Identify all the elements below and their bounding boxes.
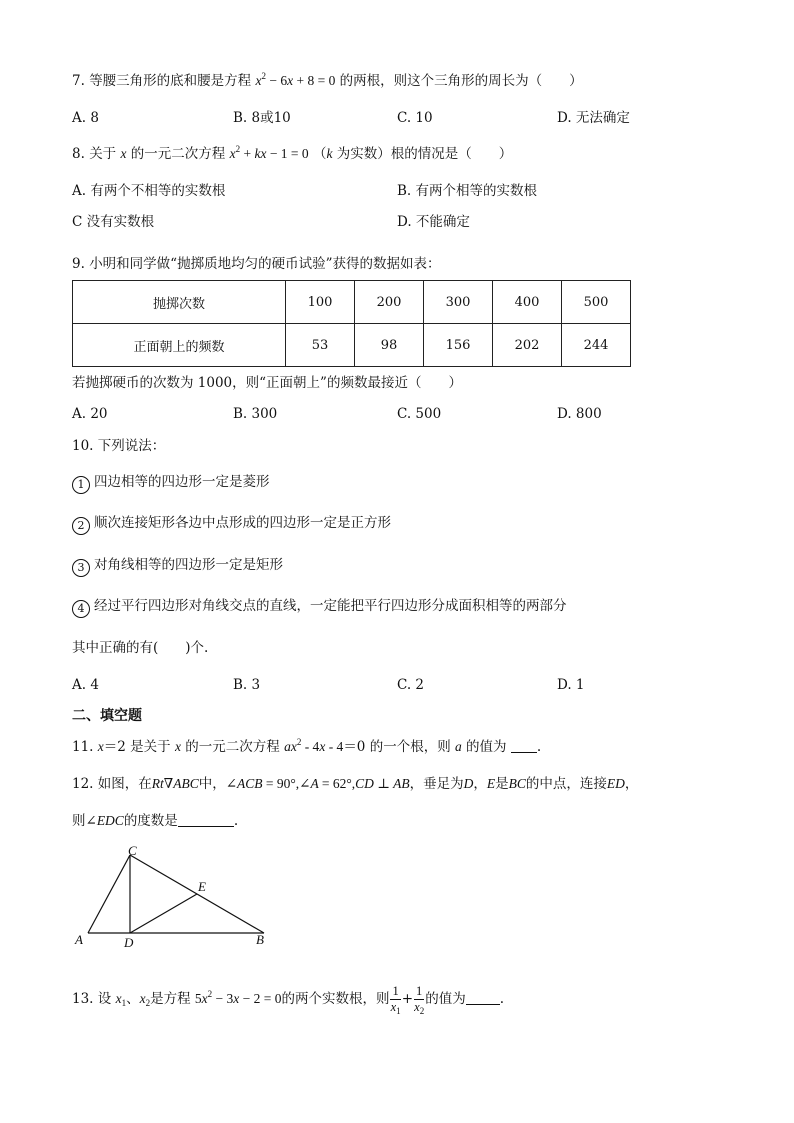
table-row [73, 324, 631, 367]
question-number: 7. [72, 73, 85, 89]
section-heading: 二、填空题 [72, 708, 142, 724]
statement-text: 顺次连接矩形各边中点形成的四边形一定是正方形 [94, 515, 391, 531]
option-b: B. 8或10 [233, 110, 291, 126]
statement-text: 四边相等的四边形一定是菱形 [94, 474, 270, 490]
answer-blank[interactable] [511, 738, 537, 753]
option-d: D. 不能确定 [397, 214, 470, 230]
option-a: A. 4 [72, 677, 99, 693]
question-text: 的一元二次方程 [130, 146, 226, 162]
triangle-name: Rt∇ABC [151, 776, 199, 791]
statement-text: 经过平行四边形对角线交点的直线，一定能把平行四边形分成面积相等的两部分 [94, 598, 567, 614]
equation: $x^2 - 6x + 8 = 0$ [255, 71, 336, 88]
option-b: B. 300 [233, 406, 278, 422]
table-cell: 300 [424, 281, 493, 324]
statement-1 [72, 473, 270, 494]
table-cell: 53 [286, 324, 355, 367]
label-c: C [128, 843, 137, 858]
statement-3 [72, 556, 283, 577]
table-header-cell: 抛掷次数 [73, 281, 286, 324]
circled-number: 4 [72, 600, 90, 618]
table-cell: 98 [355, 324, 424, 367]
fraction-1-over-x2: $\frac{1}{x_2}$ [414, 984, 425, 1016]
question-9-followup: 若抛掷硬币的次数为 1000，则“正面朝上”的频数最接近（ ） [72, 375, 462, 391]
question-text: 的两个实数根，则 [281, 991, 390, 1007]
question-text: ＝2 是关于 [103, 739, 171, 755]
table-cell: 500 [562, 281, 631, 324]
option-c: C 没有实数根 [72, 214, 155, 230]
question-text: 中， [198, 776, 226, 792]
question-text: ＝0 的一个根，则 [343, 739, 451, 755]
answer-blank[interactable] [178, 812, 234, 827]
circled-number: 1 [72, 476, 90, 494]
question-12 [72, 775, 638, 793]
circled-number: 2 [72, 517, 90, 535]
table-row [73, 281, 631, 324]
triangle-figure [70, 843, 290, 953]
option-a: A. 有两个不相等的实数根 [72, 183, 226, 199]
variable: BC [508, 776, 526, 791]
question-number: 12. [72, 776, 94, 792]
variable: x [97, 739, 104, 754]
question-text: 的中点，连接 [525, 776, 607, 792]
label-a: A [75, 932, 83, 947]
circled-number: 3 [72, 559, 90, 577]
question-10-prompt: 其中正确的有( )个. [72, 640, 209, 656]
table-cell: 156 [424, 324, 493, 367]
variable: E [486, 776, 496, 791]
question-number: 9. [72, 256, 85, 272]
angle: ∠EDC [85, 813, 124, 828]
question-text: ， [624, 776, 639, 792]
question-text: ， [473, 776, 487, 792]
root-x1: $x_1$ [115, 991, 127, 1008]
variable: x [174, 739, 181, 754]
question-9 [72, 255, 441, 273]
variable: x [120, 146, 127, 161]
option-b: B. 3 [233, 677, 261, 693]
question-text: （ [312, 146, 327, 162]
question-text: 下列说法： [97, 438, 166, 454]
question-text: 的两根，则这个三角形的周长为（ ） [339, 73, 583, 89]
question-13: 13. 设 $x_1$、$x_2$是方程 $5x^2 - 3x - 2 = 0$的两个实数根，则 $\frac{1}{x_1}$ + $\frac{1}{x_2}$ 的值为 . [72, 984, 505, 1016]
question-8 [72, 145, 512, 163]
frequency-table [72, 280, 631, 367]
table-cell: 100 [286, 281, 355, 324]
question-11: 11. x＝2 是关于 x 的一元二次方程 $ax^2 - 4x - 4=0$ 的一个根，则 a 的值为 . [72, 737, 542, 755]
variable: ED [606, 776, 625, 791]
statement-2 [72, 514, 391, 535]
variable: a [455, 739, 462, 754]
question-text: 等腰三角形的底和腰是方程 [89, 73, 252, 89]
question-text: 为实数）根的情况是（ ） [336, 146, 513, 162]
question-number: 10. [72, 438, 94, 454]
segment-de [130, 894, 197, 933]
statement-4 [72, 597, 567, 618]
table-cell: 202 [493, 324, 562, 367]
option-a: A. 8 [72, 110, 99, 126]
variable: D [463, 776, 474, 791]
option-d: D. 1 [557, 677, 585, 693]
question-text: 设 [97, 991, 112, 1007]
table-cell: 400 [493, 281, 562, 324]
label-d: D [124, 935, 134, 950]
option-d: D. 无法确定 [557, 110, 630, 126]
root-x2: $x_2$ [139, 991, 151, 1008]
question-10 [72, 437, 165, 455]
statement-text: 对角线相等的四边形一定是矩形 [94, 557, 283, 573]
fraction-1-over-x1: $\frac{1}{x_1}$ [390, 984, 401, 1016]
question-text: 小明和同学做“抛掷质地均匀的硬币试验”获得的数据如表： [89, 256, 441, 272]
question-text: 的值为 [425, 991, 466, 1007]
question-12-line2: 则∠EDC的度数是 . [72, 813, 239, 829]
question-text: 的值为 [466, 739, 507, 755]
question-text: 是 [495, 776, 509, 792]
option-b: B. 有两个相等的实数根 [397, 183, 538, 199]
question-text: 关于 [89, 146, 117, 162]
option-c: C. 500 [397, 406, 442, 422]
segment-ac [88, 855, 130, 933]
question-text: 如图，在 [97, 776, 152, 792]
table-cell: 200 [355, 281, 424, 324]
equation: $x^2$ + kx − 1 = 0 [229, 144, 309, 161]
question-text: 则 [72, 813, 86, 829]
option-c: C. 10 [397, 110, 433, 126]
question-text: ，垂足为 [409, 776, 464, 792]
question-number: 13. [72, 991, 94, 1007]
question-text: 是方程 [150, 991, 191, 1007]
equation: $5x^2 - 3x - 2 = 0$ [194, 989, 282, 1006]
label-b: B [256, 932, 264, 947]
question-number: 8. [72, 146, 85, 162]
label-e: E [198, 879, 206, 894]
question-text: 的度数是 [123, 813, 178, 829]
question-number: 11. [72, 739, 94, 755]
equation: $ax^2 - 4x - 4$ [284, 737, 344, 754]
option-d: D. 800 [557, 406, 602, 422]
angle-conditions: ∠ACB = 90°,∠A = 62°,CD ⊥ AB [225, 776, 410, 791]
question-7 [72, 72, 583, 90]
option-c: C. 2 [397, 677, 425, 693]
option-a: A. 20 [72, 406, 108, 422]
answer-blank[interactable] [466, 990, 500, 1005]
variable: k [326, 146, 333, 161]
table-header-cell: 正面朝上的频数 [73, 324, 286, 367]
question-text: 的一元二次方程 [185, 739, 280, 755]
table-cell: 244 [562, 324, 631, 367]
